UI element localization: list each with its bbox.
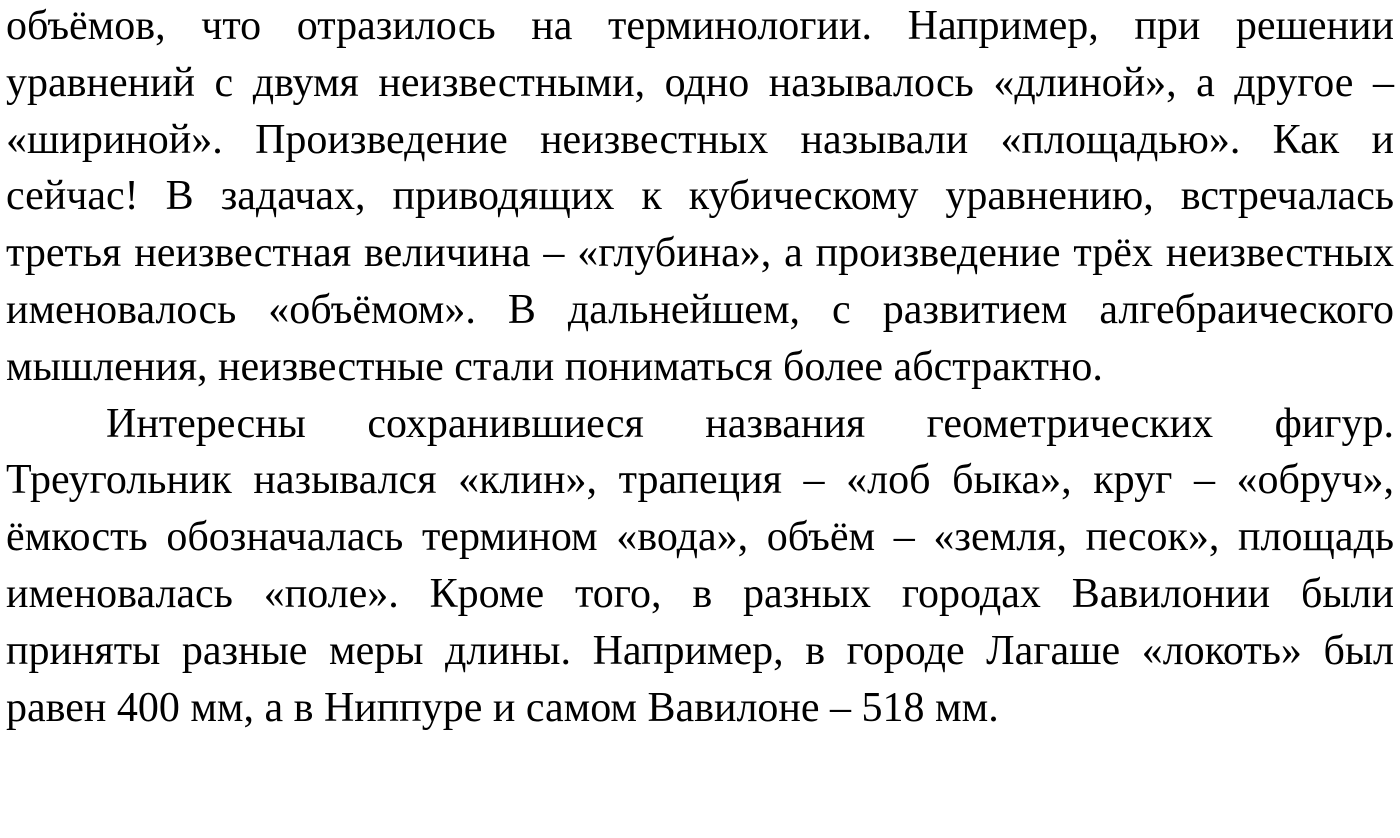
- document-page: [6, 0, 1394, 836]
- paragraph-geometric-figures: Интересны сохранившиеся названия геометрических фигур. Треугольник назывался «клин», трапеция – «лоб быка», круг – «обруч», ёмкость обозначалась термином «вода», объём – «земля, песок», площадь именовалась «поле». Кроме того, в разных городах Вавилонии были приняты разные меры длины. Например, в городе Лагаше «локоть» был равен 400 мм, а в Ниппуре и самом Вавилоне – 518 мм.: [6, 400, 1394, 731]
- paragraph-terminology: объёмов, что отразилось на терминологии. Например, при решении уравнений с двумя неизвестными, одно называлось «длиной», а другое – «шириной». Произведение неизвестных называли «площадью». Как и сейчас! В задачах, приводящих к кубическому уравнению, встречалась третья неизвестная величина – «глубина», а произведение трёх неизвестных именовалось «объёмом». В дальнейшем, с развитием алгебраического мышления, неизвестные стали пониматься более абстрактно.: [6, 3, 1394, 390]
